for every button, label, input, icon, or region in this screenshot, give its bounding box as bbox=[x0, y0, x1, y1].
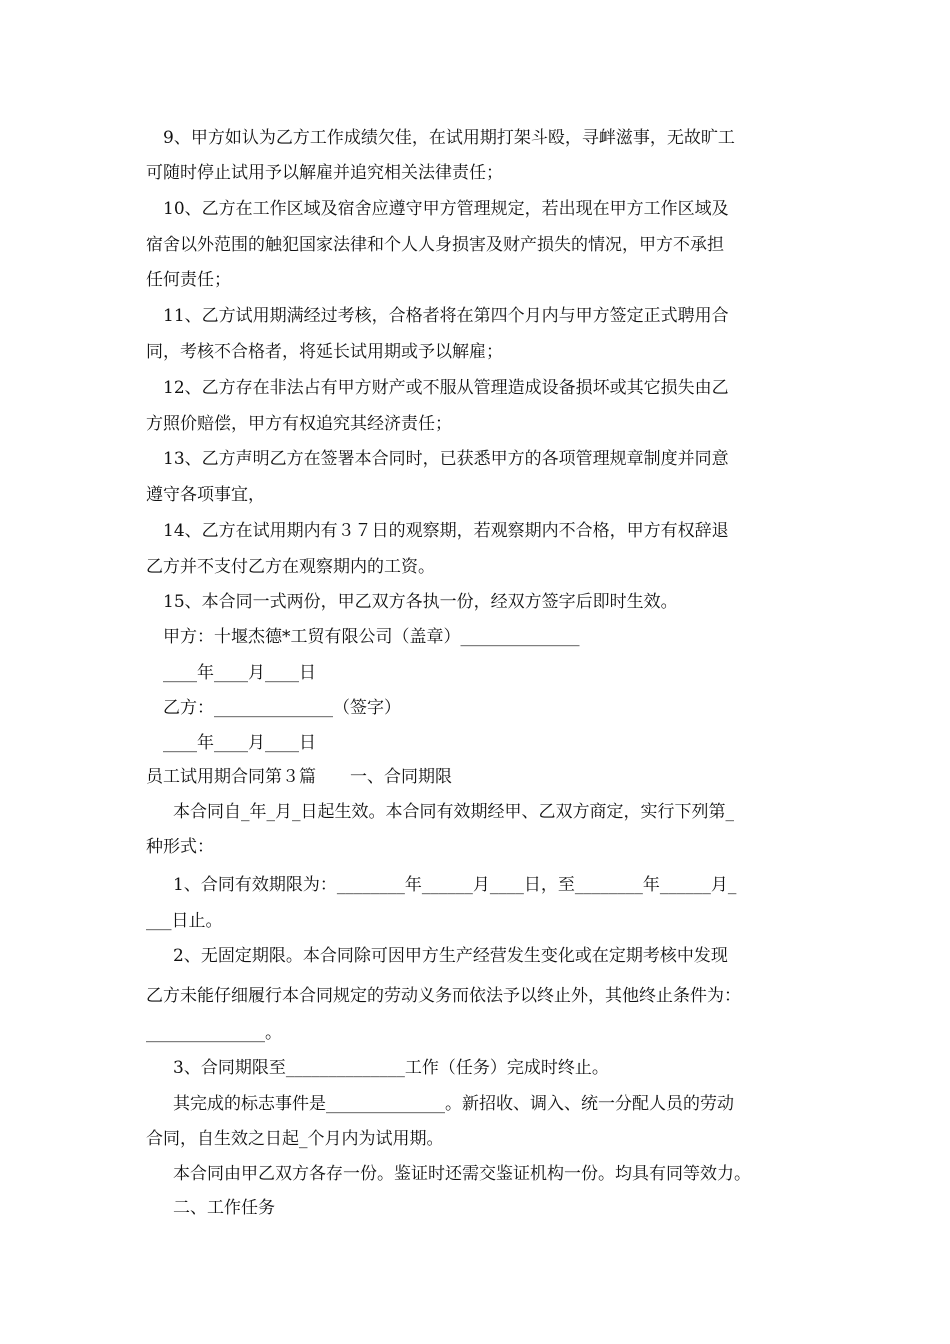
party-a-date-line: ____年____月____日 bbox=[163, 663, 316, 683]
clause-12-line-1: 12、乙方存在非法占有甲方财产或不服从管理造成设备损坏或其它损失由乙 bbox=[163, 378, 729, 398]
section-heading-contract-3: 员工试用期合同第３篇 一、合同期限 bbox=[146, 767, 452, 787]
term-option-3: 3、合同期限至______________工作（任务）完成时终止。 bbox=[173, 1058, 609, 1078]
term-intro-line-2: 种形式： bbox=[146, 837, 214, 857]
clause-10-line-1: 10、乙方在工作区域及宿舍应遵守甲方管理规定，若出现在甲方工作区域及 bbox=[163, 199, 729, 219]
term-option-2-line-1: 2、无固定期限。本合同除可因甲方生产经营发生变化或在定期考核中发现 bbox=[173, 946, 728, 966]
copies-clause: 本合同由甲乙双方各存一份。鉴证时还需交鉴证机构一份。均具有同等效力。 bbox=[173, 1164, 751, 1184]
section-heading-work-tasks: 二、工作任务 bbox=[173, 1198, 275, 1218]
clause-10-line-3: 任何责任； bbox=[146, 270, 231, 290]
clause-14-line-2: 乙方并不支付乙方在观察期内的工资。 bbox=[146, 557, 435, 577]
clause-9-line-2: 可随时停止试用予以解雇并追究相关法律责任； bbox=[146, 163, 503, 183]
term-intro-line-1: 本合同自_年_月_日起生效。本合同有效期经甲、乙双方商定，实行下列第_ bbox=[173, 802, 734, 822]
clause-14-line-1: 14、乙方在试用期内有３７日的观察期，若观察期内不合格，甲方有权辞退 bbox=[163, 521, 729, 541]
term-option-1-line-2: ___日止。 bbox=[146, 911, 223, 931]
clause-13-line-1: 13、乙方声明乙方在签署本合同时，已获悉甲方的各项管理规章制度并同意 bbox=[163, 449, 729, 469]
clause-12-line-2: 方照价赔偿，甲方有权追究其经济责任； bbox=[146, 414, 452, 434]
clause-15: 15、本合同一式两份，甲乙双方各执一份，经双方签字后即时生效。 bbox=[163, 592, 678, 612]
completion-event-line-1: 其完成的标志事件是______________。新招收、调入、统一分配人员的劳动 bbox=[173, 1094, 734, 1114]
term-option-2-line-3: ______________。 bbox=[146, 1023, 282, 1043]
clause-9-line-1: 9、甲方如认为乙方工作成绩欠佳，在试用期打架斗殴，寻衅滋事，无故旷工 bbox=[163, 128, 735, 148]
clause-11-line-2: 同，考核不合格者，将延长试用期或予以解雇； bbox=[146, 342, 503, 362]
completion-event-line-2: 合同，自生效之日起_个月内为试用期。 bbox=[146, 1129, 444, 1149]
party-b-date-line: ____年____月____日 bbox=[163, 733, 316, 753]
clause-13-line-2: 遵守各项事宜， bbox=[146, 485, 265, 505]
clause-11-line-1: 11、乙方试用期满经过考核，合格者将在第四个月内与甲方签定正式聘用合 bbox=[163, 306, 729, 326]
party-a-signature-line: 甲方：十堰杰德*工贸有限公司（盖章）______________ bbox=[163, 627, 580, 647]
term-option-1-line-1: 1、合同有效期限为：________年______月____日，至________年______月_ bbox=[173, 875, 737, 895]
clause-10-line-2: 宿舍以外范围的触犯国家法律和个人人身损害及财产损失的情况，甲方不承担 bbox=[146, 235, 724, 255]
term-option-2-line-2: 乙方未能仔细履行本合同规定的劳动义务而依法予以终止外，其他终止条件为： bbox=[146, 986, 741, 1006]
party-b-signature-line: 乙方：______________（签字） bbox=[163, 698, 401, 718]
